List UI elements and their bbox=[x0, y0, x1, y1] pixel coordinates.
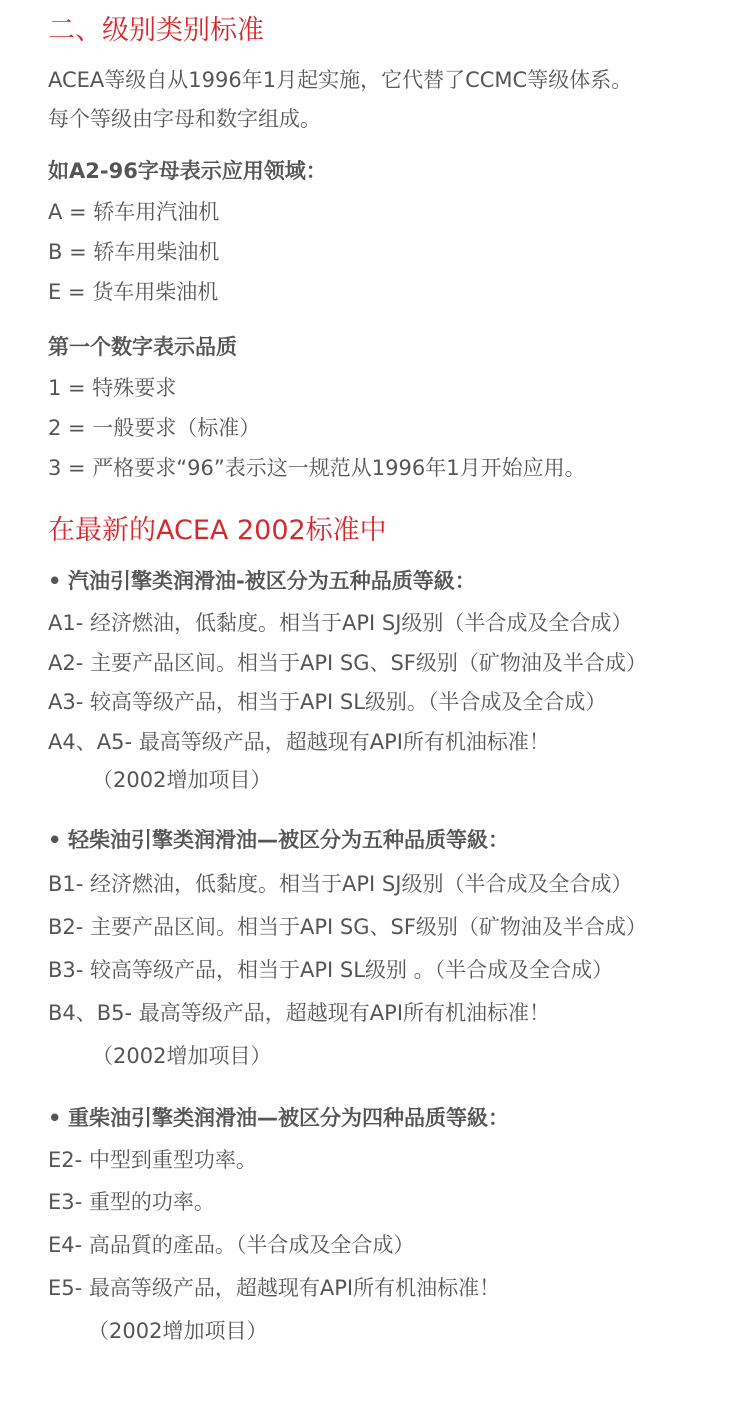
digit-item-1: 1 = 特殊要求 bbox=[48, 376, 177, 400]
bullet-icon: • bbox=[48, 1106, 62, 1130]
gasoline-item-a3: A3- 较高等级产品，相当于API SL级别。（半合成及全合成） bbox=[48, 690, 607, 714]
letters-heading: 如A2-96字母表示应用领域： bbox=[48, 159, 327, 183]
heavy-diesel-item-e4: E4- 高品質的產品。（半合成及全合成） bbox=[48, 1233, 415, 1257]
digit-item-2: 2 = 一般要求（标准） bbox=[48, 416, 261, 440]
intro-line-2: 每个等级由字母和数字组成。 bbox=[48, 107, 321, 131]
heavy-diesel-item-e3: E3- 重型的功率。 bbox=[48, 1190, 215, 1214]
light-diesel-heading bbox=[48, 826, 509, 854]
light-diesel-item-b1: B1- 经济燃油，低黏度。相当于API SJ级别（半合成及全合成） bbox=[48, 872, 633, 896]
letter-item-b: B = 轿车用柴油机 bbox=[48, 240, 220, 264]
bullet-icon: • bbox=[48, 569, 62, 593]
light-diesel-heading-text: 轻柴油引擎类润滑油—被区分为五种品质等級： bbox=[68, 828, 509, 852]
heavy-diesel-item-e2: E2- 中型到重型功率。 bbox=[48, 1148, 257, 1172]
letter-item-a: A = 轿车用汽油机 bbox=[48, 200, 220, 224]
light-diesel-note: （2002增加项目） bbox=[92, 1044, 272, 1068]
light-diesel-item-b3: B3- 较高等级产品，相当于API SL级别 。（半合成及全合成） bbox=[48, 958, 614, 982]
gasoline-note: （2002增加项目） bbox=[92, 768, 272, 792]
gasoline-item-a4a5: A4、A5- 最高等级产品，超越现有API所有机油标准！ bbox=[48, 730, 550, 754]
gasoline-item-a2: A2- 主要产品区间。相当于API SG、SF级别（矿物油及半合成） bbox=[48, 651, 647, 675]
digit-item-3: 3 = 严格要求“96”表示这一规范从1996年1月开始应用。 bbox=[48, 456, 586, 480]
digits-heading: 第一个数字表示品质 bbox=[48, 335, 237, 359]
bullet-icon: • bbox=[48, 828, 62, 852]
section2-title: 在最新的ACEA 2002标准中 bbox=[48, 515, 387, 546]
intro-line-1: ACEA等级自从1996年1月起实施，它代替了CCMC等级体系。 bbox=[48, 68, 633, 92]
heavy-diesel-item-e5: E5- 最高等级产品，超越现有API所有机油标准！ bbox=[48, 1276, 501, 1300]
light-diesel-item-b2: B2- 主要产品区间。相当于API SG、SF级别（矿物油及半合成） bbox=[48, 915, 647, 939]
light-diesel-item-b4b5: B4、B5- 最高等级产品，超越现有API所有机油标准！ bbox=[48, 1001, 551, 1025]
gasoline-item-a1: A1- 经济燃油，低黏度。相当于API SJ级别（半合成及全合成） bbox=[48, 611, 633, 635]
section1-title: 二、级别类别标准 bbox=[48, 15, 264, 46]
heavy-diesel-heading-text: 重柴油引擎类润滑油—被区分为四种品质等級： bbox=[68, 1106, 509, 1130]
heavy-diesel-note: （2002增加项目） bbox=[88, 1319, 268, 1343]
heavy-diesel-heading bbox=[48, 1104, 509, 1132]
gasoline-heading-text: 汽油引擎类润滑油-被区分为五种品质等級： bbox=[68, 569, 476, 593]
gasoline-heading bbox=[48, 567, 476, 595]
letter-item-e: E = 货车用柴油机 bbox=[48, 280, 219, 304]
